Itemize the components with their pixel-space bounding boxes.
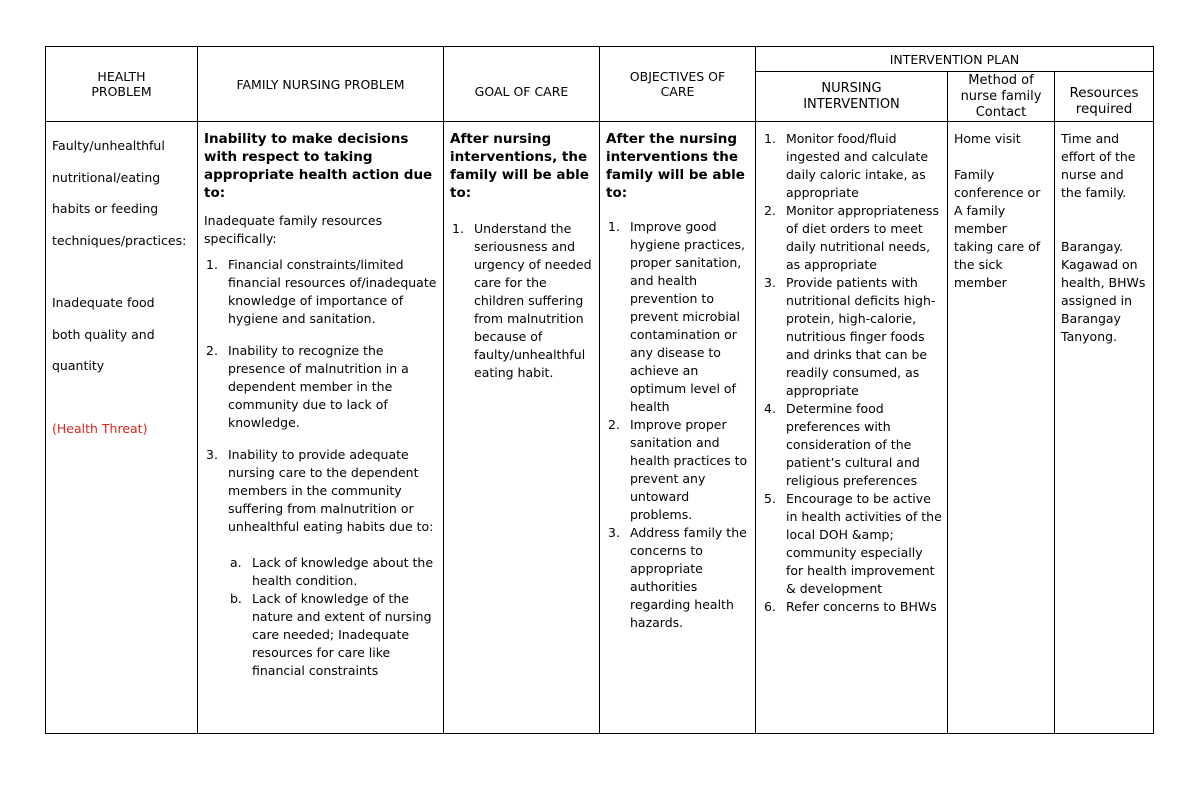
list-item: 2. Improve proper sanitation and health practices to prevent any untoward problems. xyxy=(608,417,748,522)
family-problem-sublist xyxy=(228,554,437,680)
list-item: 1. Monitor food/fluid ingested and calculate daily caloric intake, as appropriate xyxy=(764,131,929,200)
objectives-lead: After the nursing interventions the family will be able to: xyxy=(606,131,745,201)
list-item: 2. Inability to recognize the presence of malnutrition in a dependent member in the community due to lack of knowledge. xyxy=(206,343,409,430)
resource-barangay: Barangay. Kagawad on health, BHWs assigned in Barangay Tanyong. xyxy=(1061,239,1146,344)
list-item: 3. Address family the concerns to appropriate authorities regarding health hazards. xyxy=(608,525,747,630)
resources-required-cell xyxy=(1055,122,1154,734)
list-item: 1. Financial constraints/limited financial resources of/inadequate knowledge of importance of hygiene and sanitation. xyxy=(206,257,437,326)
health-problem-line: both quality and xyxy=(52,326,155,342)
care-plan-sheet xyxy=(45,46,1154,734)
list-item: 6. Refer concerns to BHWs xyxy=(764,599,937,614)
health-problem-line: nutritional/eating xyxy=(52,169,161,185)
list-item: 1. Understand the seriousness and urgency of needed care for the children suffering from malnutrition because of faulty/unhealthful eating habit. xyxy=(452,221,592,380)
goal-of-care-cell xyxy=(444,122,600,734)
health-problem-line: quantity xyxy=(52,358,105,373)
resource-time-effort: Time and effort of the nurse and the family. xyxy=(1061,131,1136,200)
list-item: 3. Inability to provide adequate nursing care to the dependent members in the community suffering from malnutrition or unhealthful eating habits due to: a. Lack of knowledge about the health condition. b. Lack of knowledge of the nature and extent of nursing care needed; Inadequate resources for care like financial constraints xyxy=(204,446,437,680)
health-problem-cell xyxy=(46,122,198,734)
method-of-contact-cell xyxy=(948,122,1055,734)
method-conference: Family conference or A family member taking care of the sick member xyxy=(954,167,1041,290)
header-objectives-of-care: OBJECTIVES OF CARE xyxy=(600,47,756,122)
health-problem-line: habits or feeding xyxy=(52,201,159,216)
objectives-of-care-cell xyxy=(600,122,756,734)
family-problem-intro: Inadequate family resources specifically: xyxy=(204,213,383,246)
list-item: 2. Monitor appropriateness of diet orders to meet daily nutritional needs, as appropriate xyxy=(764,203,939,272)
header-goal-of-care: GOAL OF CARE xyxy=(444,47,600,122)
list-item: 1. Improve good hygiene practices, proper sanitation, and health prevention to prevent microbial contamination or any disease to achieve an optimum level of health xyxy=(608,219,746,414)
header-resources-required: Resources required xyxy=(1055,72,1154,122)
goal-lead: After nursing interventions, the family will be able to: xyxy=(450,131,589,201)
family-problem-cell xyxy=(198,122,444,734)
header-health-problem: HEALTH PROBLEM xyxy=(46,47,198,122)
family-nursing-care-plan-table xyxy=(45,46,1154,734)
header-nursing-intervention: NURSING INTERVENTION xyxy=(756,72,948,122)
header-method-of-contact: Method of nurse family Contact xyxy=(948,72,1055,122)
intervention-list xyxy=(762,130,942,616)
nursing-intervention-cell xyxy=(756,122,948,734)
family-problem-lead: Inability to make decisions with respect to taking appropriate health action due to: xyxy=(204,131,433,201)
objectives-list xyxy=(606,218,750,632)
goal-list xyxy=(450,220,594,382)
family-problem-list xyxy=(204,256,437,680)
health-threat-label: (Health Threat) xyxy=(52,420,148,436)
list-item: 5. Encourage to be active in health activities of the local DOH &amp; community especially for health improvement & development xyxy=(764,491,942,596)
list-item: 3. Provide patients with nutritional deficits high-protein, high-calorie, nutritious finger foods and drinks that can be readily consumed, as appropriate xyxy=(764,275,936,398)
list-item: b. Lack of knowledge of the nature and extent of nursing care needed; Inadequate resources for care like financial constraints xyxy=(230,591,432,678)
health-problem-line: Inadequate food xyxy=(52,295,155,310)
list-item: 4. Determine food preferences with consideration of the patient’s cultural and religious preferences xyxy=(764,401,920,488)
header-family-nursing-problem: FAMILY NURSING PROBLEM xyxy=(198,47,444,122)
list-item: a. Lack of knowledge about the health condition. xyxy=(230,555,434,588)
method-home-visit: Home visit xyxy=(954,131,1021,146)
health-problem-line: Faulty/unhealthful xyxy=(52,138,165,153)
header-intervention-plan: INTERVENTION PLAN xyxy=(756,47,1154,72)
health-problem-line: techniques/practices: xyxy=(52,232,187,248)
